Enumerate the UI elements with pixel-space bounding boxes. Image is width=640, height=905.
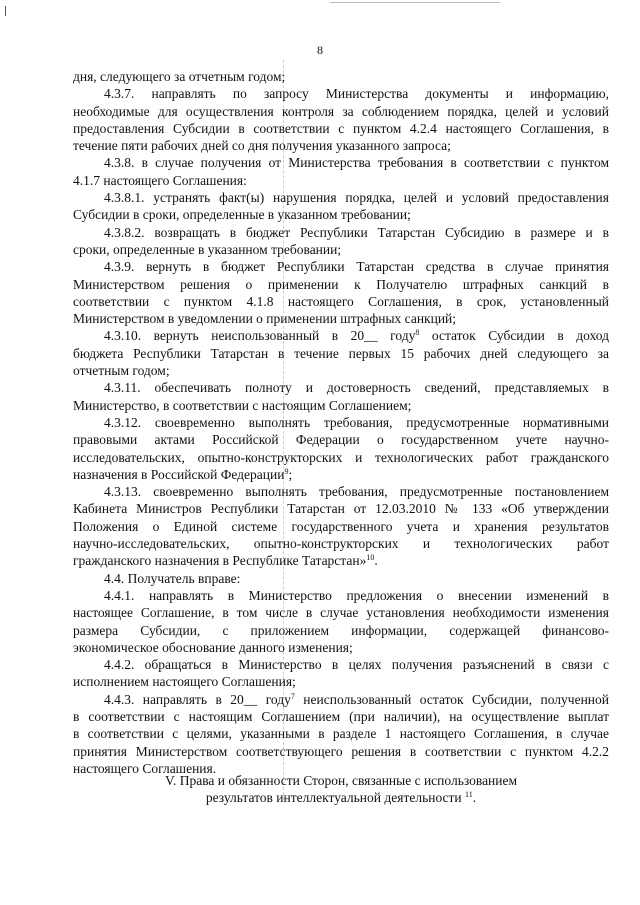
text-line: 4.3.8.2. возвращать в бюджет Республики Татарстан Субсидию в размере и в xyxy=(104,224,609,240)
text-line: 4.4.3. направлять в 20__ году$^7$ неиспользованный остаток Субсидии, полученной xyxy=(104,691,609,707)
text-line: 4.3.10. вернуть неиспользованный в 20__ году$^8$ остаток Субсидии в доход xyxy=(104,328,609,344)
text-line: течение пяти рабочих дней со дня получения указанного запроса; xyxy=(73,138,451,154)
text-line: 4.3.12. своевременно выполнять требования, предусмотренные нормативными xyxy=(104,414,609,430)
text-line: Субсидии в сроки, определенные в указанном требовании; xyxy=(73,207,411,223)
text-line: гражданского назначения в Республике Татарстан»$^{10}$. xyxy=(73,553,378,569)
footnote-ref: 9 xyxy=(284,466,289,476)
text-line: дня, следующего за отчетным годом; xyxy=(73,69,286,84)
text-line: 4.4.1. направлять в Министерство предложения о внесении изменений в xyxy=(104,587,609,603)
text-line: правовыми актами Российской Федерации о государственном учете научно- xyxy=(73,432,609,448)
text-line: назначения в Российской Федерации$^9$; xyxy=(73,466,293,482)
text-line: научно-исследовательских, опытно-конструкторских и технологических работ xyxy=(73,536,609,552)
text-line: размера Субсидии, с приложением информации, содержащей финансово- xyxy=(73,622,609,638)
section-heading xyxy=(73,772,609,806)
text-line: 4.3.8. в случае получения от Министерства требования в соответствии с пунктом xyxy=(104,155,609,171)
text-line: в соответствии с целями, указанными в разделе 1 настоящего Соглашения, в случае xyxy=(73,726,609,742)
scan-top-rule xyxy=(330,2,500,3)
text-line: Министерством в уведомлении о применении штрафных санкций; xyxy=(73,311,457,327)
text-line: 4.1.7 настоящего Соглашения: xyxy=(73,172,247,188)
text-line: 4.3.9. вернуть в бюджет Республики Татарстан средства в случае принятия xyxy=(104,259,609,275)
text-line: бюджета Республики Татарстан в течение первых 15 рабочих дней следующего за xyxy=(73,345,609,361)
text-line: исследовательских, опытно-конструкторских и технологических работ гражданского xyxy=(73,449,609,465)
text-line: 4.4. Получатель вправе: xyxy=(104,570,241,586)
text-line: сроки, определенные в указанном требовании; xyxy=(73,241,342,257)
text-line: 4.3.11. обеспечивать полноту и достоверность сведений, представляемых в xyxy=(104,380,609,396)
text-line: Положения о Единой системе государственного учета и хранения результатов xyxy=(73,518,609,534)
text-line: исполнением настоящего Соглашения; xyxy=(73,674,296,690)
text-line: необходимые для осуществления контроля за соблюдением порядка, целей и условий xyxy=(73,103,609,119)
text-line: в соответствии с настоящим Соглашением (при наличии), на осуществление выплат xyxy=(73,708,609,724)
text-line: соответствии с пунктом 4.1.8 настоящего Соглашения, в срок, установленный xyxy=(73,293,609,309)
footnote-ref: 10 xyxy=(366,553,375,563)
text-line: настоящего Соглашения. xyxy=(73,760,217,776)
section-heading-line-2: результатов интеллектуальной деятельности $^{11}$. xyxy=(205,790,477,805)
text-line: Министерством решения о применении к Получателю штрафных санкций в xyxy=(73,276,609,292)
text-line: принятия Министерством соответствующего решения в соответствии с пунктом 4.2.2 xyxy=(73,743,609,759)
text-line: 4.3.13. своевременно выполнять требования, предусмотренные постановлением xyxy=(104,484,609,500)
document-body xyxy=(73,68,609,777)
text-line: настоящее Соглашение, в том числе в случае установления необходимости изменения xyxy=(73,605,609,621)
text-line: 4.3.7. направлять по запросу Министерства документы и информацию, xyxy=(104,86,609,102)
text-line: 4.4.2. обращаться в Министерство в целях получения разъяснений в связи с xyxy=(104,657,609,673)
text-line: предоставления Субсидии в соответствии с пунктом 4.2.4 настоящего Соглашения, в xyxy=(73,120,609,136)
footnote-ref: 7 xyxy=(290,691,295,701)
text-line: экономическое обоснование данного изменения; xyxy=(73,639,353,655)
page-number: 8 xyxy=(317,43,323,57)
section-heading-line-1: V. Права и обязанности Сторон, связанные с использованием xyxy=(164,773,518,788)
text-line: 4.3.8.1. устранять факт(ы) нарушения порядка, целей и условий предоставления xyxy=(104,190,609,206)
text-line: отчетным годом; xyxy=(73,363,170,379)
text-line: Кабинета Министров Республики Татарстан от 12.03.2010 № 133 «Об утверждении xyxy=(73,501,609,517)
text-line: Министерство, в соответствии с настоящим Соглашением; xyxy=(73,397,412,413)
scan-edge-mark xyxy=(5,6,6,16)
footnote-ref: 8 xyxy=(415,328,420,338)
